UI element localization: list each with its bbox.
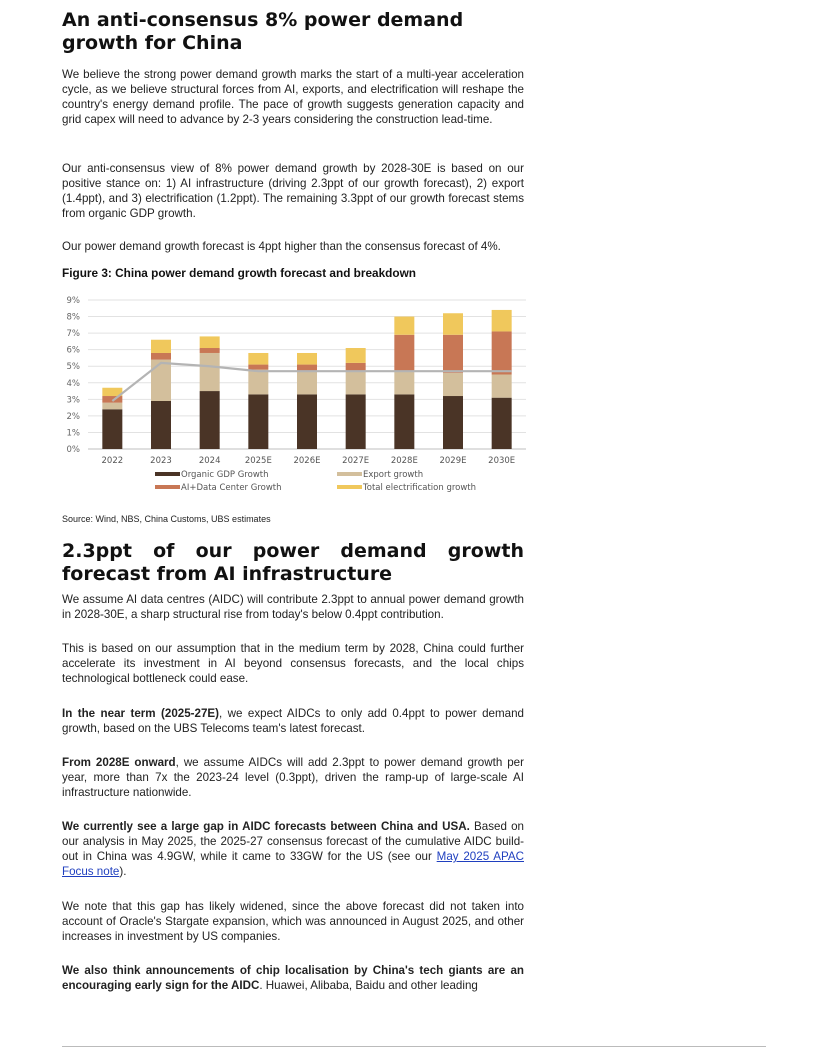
power-demand-chart <box>60 292 530 502</box>
paragraph-aidc-gap <box>62 819 524 879</box>
y-tick-label: 1% <box>66 428 80 439</box>
bar-segment <box>200 348 220 353</box>
aidc-gap-lead: We currently see a large gap in AIDC forecasts between China and USA. <box>62 820 470 833</box>
x-tick-label: 2024 <box>198 456 221 466</box>
x-tick-label: 2027E <box>342 456 370 466</box>
aidc-gap-end: ). <box>119 865 127 878</box>
y-tick-label: 8% <box>66 312 80 323</box>
figure-title: Figure 3: China power demand growth forecast and breakdown <box>62 266 416 280</box>
x-tick-label: 2028E <box>390 456 418 466</box>
paragraph-consensus-gap: Our power demand growth forecast is 4ppt higher than the consensus forecast of 4%. <box>62 240 501 253</box>
paragraph-medium-term: This is based on our assumption that in the medium term by 2028, China could further accelerate its investment in AI beyond consensus forecasts, and the local chips technological bottleneck could ease. <box>62 642 524 685</box>
chip-localisation-text: . Huawei, Alibaba, Baidu and other leading <box>259 979 478 992</box>
bar-segment <box>443 335 463 373</box>
bar-segment <box>248 365 268 370</box>
paragraph-2028-onward <box>62 755 524 800</box>
bar-segment <box>102 396 122 403</box>
bar-segment <box>151 360 171 401</box>
bar-segment <box>443 396 463 449</box>
bar-segment <box>443 373 463 396</box>
bar-segment <box>394 371 414 394</box>
figure-source: Source: Wind, NBS, China Customs, UBS estimates <box>62 514 271 524</box>
x-tick-label: 2023 <box>150 456 172 466</box>
y-tick-label: 7% <box>66 329 80 340</box>
legend-label: Total electrification growth <box>363 483 477 493</box>
section-title-ai-infrastructure: 2.3ppt of our power demand growth forecast from AI infrastructure <box>62 540 524 585</box>
chip-localisation-lead: We also think announcements of chip localisation by China's tech giants are an encouraging early sign for the AIDC <box>62 964 524 992</box>
bar-segment <box>492 331 512 374</box>
near-term-text: , we expect AIDCs to only add 0.4ppt to power demand growth, based on the UBS Telecoms team's latest forecast. <box>62 707 524 735</box>
x-tick-label: 2022 <box>101 456 124 466</box>
bar-segment <box>346 348 366 363</box>
x-tick-label: 2030E <box>488 456 516 466</box>
apac-focus-note-link[interactable]: May 2025 APAC Focus note <box>62 850 524 878</box>
legend-label: AI+Data Center Growth <box>181 483 282 493</box>
paragraph-gap-widened: We note that this gap has likely widened, since the above forecast did not taken into account of Oracle's Stargate expansion, which was announced in August 2025, and other increases in investment by US companies. <box>62 900 524 943</box>
bar-segment <box>492 375 512 398</box>
y-tick-label: 5% <box>66 362 80 373</box>
bar-segment <box>394 335 414 371</box>
bar-segment <box>151 401 171 449</box>
x-tick-label: 2025E <box>244 456 272 466</box>
legend-swatch <box>337 485 362 489</box>
y-tick-label: 3% <box>66 395 80 406</box>
bar-segment <box>394 394 414 449</box>
near-term-lead: In the near term (2025-27E) <box>62 707 220 720</box>
x-tick-label: 2026E <box>293 456 321 466</box>
bar-segment <box>200 353 220 391</box>
bar-segment <box>297 371 317 394</box>
y-tick-label: 0% <box>66 445 80 455</box>
legend-swatch <box>155 485 180 489</box>
bar-segment <box>346 394 366 449</box>
bar-segment <box>492 310 512 332</box>
onward-text: , we assume AIDCs will add 2.3ppt to power demand growth per year, more than 7x the 2023-24 level (0.3ppt), driven the ramp-up of large-scale AI infrastructure nationwide. <box>62 756 524 799</box>
bar-segment <box>492 398 512 449</box>
y-tick-label: 4% <box>66 378 80 389</box>
bar-segment <box>200 391 220 449</box>
bar-segment <box>394 317 414 335</box>
bar-segment <box>297 394 317 449</box>
section-title-power-demand: An anti-consensus 8% power demand growth for China <box>62 9 464 54</box>
paragraph-near-term <box>62 706 524 736</box>
bar-segment <box>297 353 317 365</box>
legend-label: Organic GDP Growth <box>181 470 269 480</box>
aidc-gap-text: Based on our analysis in May 2025, the 2025-27 consensus forecast of the cumulative AIDC build-out in China was 4.9GW, while it came to 33GW for the US (see our <box>62 820 524 863</box>
bar-segment <box>102 403 122 410</box>
bar-segment <box>102 409 122 449</box>
y-tick-label: 9% <box>66 296 80 306</box>
legend-swatch <box>155 472 180 476</box>
bar-segment <box>248 394 268 449</box>
footer-divider <box>62 1046 766 1047</box>
paragraph-anti-consensus: Our anti-consensus view of 8% power demand growth by 2028-30E is based on our positive stance on: 1) AI infrastructure (driving 2.3ppt of our growth forecast), 2) export (1.4ppt), and 3) electrification (1.2ppt). The remaining 3.3ppt of our growth forecast stems from organic GDP growth. <box>62 162 524 220</box>
legend-label: Export growth <box>363 470 424 480</box>
onward-lead: From 2028E onward <box>62 756 176 769</box>
bar-segment <box>151 353 171 360</box>
legend-swatch <box>337 472 362 476</box>
bar-segment <box>346 371 366 394</box>
bar-segment <box>248 353 268 365</box>
bar-segment <box>151 340 171 353</box>
bar-segment <box>346 363 366 371</box>
paragraph-intro: We believe the strong power demand growth marks the start of a multi-year acceleration cycle, as we believe structural forces from AI, exports, and electrification will reshape the country's energy demand profile. The pace of growth suggests generation capacity and grid capex will need to advance by 2-3 years considering the construction lead-time. <box>62 68 524 126</box>
y-tick-label: 6% <box>66 345 80 356</box>
paragraph-aidc-contribution: We assume AI data centres (AIDC) will contribute 2.3ppt to annual power demand growth in 2028-30E, a sharp structural rise from today's below 0.4ppt contribution. <box>62 593 524 621</box>
bar-segment <box>443 313 463 335</box>
x-tick-label: 2029E <box>439 456 467 466</box>
bar-segment <box>200 336 220 348</box>
y-tick-label: 2% <box>66 411 80 422</box>
bar-segment <box>248 370 268 395</box>
paragraph-chip-localisation <box>62 963 524 993</box>
